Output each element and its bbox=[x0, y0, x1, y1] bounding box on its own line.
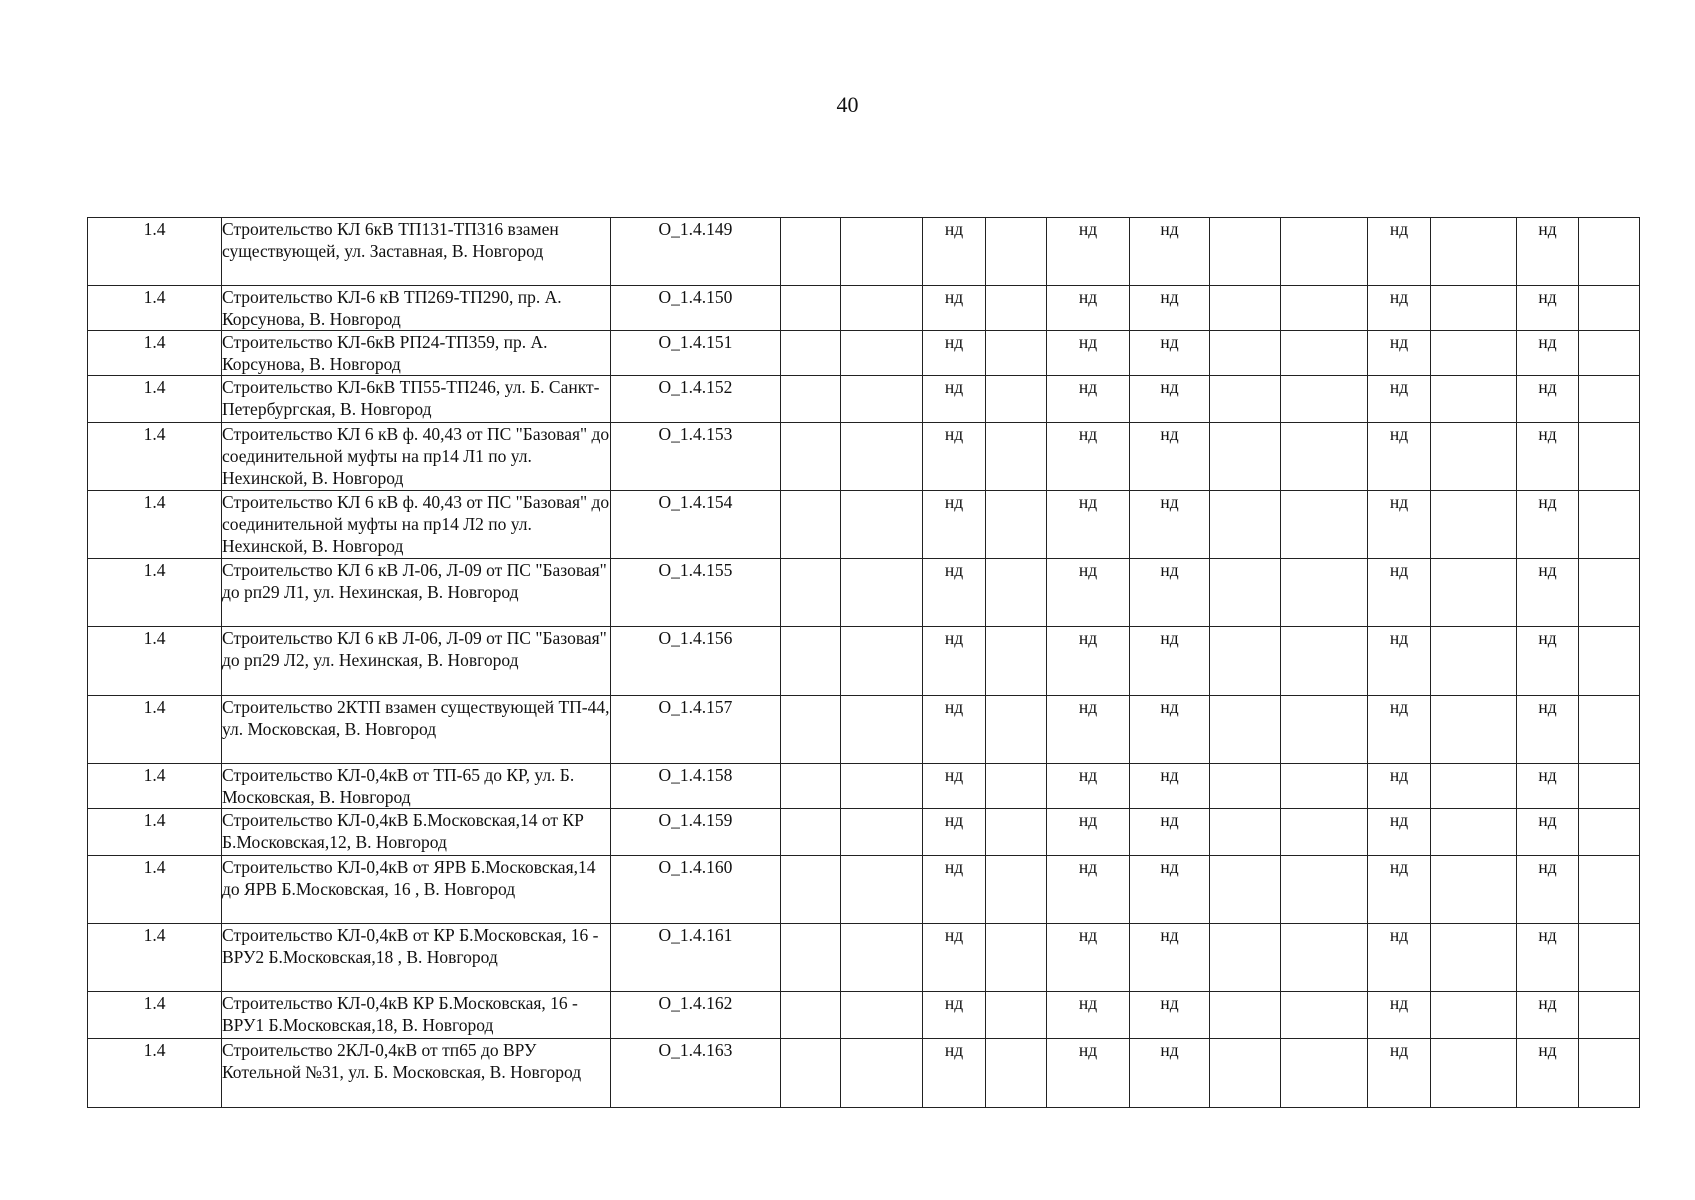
empty-cell bbox=[781, 286, 841, 331]
row-code: О_1.4.158 bbox=[611, 764, 781, 809]
nd-cell: нд bbox=[923, 1039, 986, 1108]
table-row bbox=[88, 218, 1640, 286]
nd-cell: нд bbox=[1368, 809, 1431, 856]
empty-cell bbox=[1281, 559, 1368, 627]
row-number: 1.4 bbox=[88, 809, 222, 856]
row-description: Строительство КЛ-0,4кВ от ЯРВ Б.Московская,14 до ЯРВ Б.Московская, 16 , В. Новгород bbox=[222, 856, 611, 924]
empty-cell bbox=[1579, 286, 1640, 331]
nd-cell: нд bbox=[923, 764, 986, 809]
empty-cell bbox=[986, 218, 1047, 286]
empty-cell bbox=[1431, 992, 1517, 1039]
row-description: Строительство КЛ-6кВ ТП55-ТП246, ул. Б. Санкт-Петербургская, В. Новгород bbox=[222, 376, 611, 423]
empty-cell bbox=[1210, 286, 1281, 331]
row-description: Строительство 2КТП взамен существующей ТП-44, ул. Московская, В. Новгород bbox=[222, 696, 611, 764]
empty-cell bbox=[1210, 856, 1281, 924]
nd-cell: нд bbox=[1130, 764, 1210, 809]
table-row bbox=[88, 286, 1640, 331]
row-code: О_1.4.152 bbox=[611, 376, 781, 423]
nd-cell: нд bbox=[1517, 376, 1579, 423]
table-row bbox=[88, 331, 1640, 376]
empty-cell bbox=[1281, 491, 1368, 559]
row-code: О_1.4.160 bbox=[611, 856, 781, 924]
nd-cell: нд bbox=[1130, 286, 1210, 331]
nd-cell: нд bbox=[923, 331, 986, 376]
investment-table bbox=[87, 217, 1640, 1108]
nd-cell: нд bbox=[923, 627, 986, 696]
empty-cell bbox=[986, 992, 1047, 1039]
row-code: О_1.4.162 bbox=[611, 992, 781, 1039]
nd-cell: нд bbox=[1517, 696, 1579, 764]
row-number: 1.4 bbox=[88, 764, 222, 809]
empty-cell bbox=[1281, 331, 1368, 376]
empty-cell bbox=[1281, 764, 1368, 809]
empty-cell bbox=[781, 856, 841, 924]
nd-cell: нд bbox=[1047, 992, 1130, 1039]
nd-cell: нд bbox=[1047, 218, 1130, 286]
empty-cell bbox=[841, 559, 923, 627]
empty-cell bbox=[1281, 809, 1368, 856]
nd-cell: нд bbox=[1368, 764, 1431, 809]
nd-cell: нд bbox=[1517, 809, 1579, 856]
row-number: 1.4 bbox=[88, 376, 222, 423]
empty-cell bbox=[781, 627, 841, 696]
nd-cell: нд bbox=[923, 376, 986, 423]
row-number: 1.4 bbox=[88, 856, 222, 924]
empty-cell bbox=[841, 856, 923, 924]
empty-cell bbox=[1281, 856, 1368, 924]
empty-cell bbox=[1431, 924, 1517, 992]
empty-cell bbox=[1281, 1039, 1368, 1108]
nd-cell: нд bbox=[1047, 331, 1130, 376]
nd-cell: нд bbox=[923, 423, 986, 491]
table-row bbox=[88, 764, 1640, 809]
row-description: Строительство КЛ 6 кВ Л-06, Л-09 от ПС "Базовая" до рп29 Л1, ул. Нехинская, В. Новгород bbox=[222, 559, 611, 627]
nd-cell: нд bbox=[1047, 856, 1130, 924]
empty-cell bbox=[1431, 491, 1517, 559]
empty-cell bbox=[841, 764, 923, 809]
empty-cell bbox=[1210, 218, 1281, 286]
row-number: 1.4 bbox=[88, 992, 222, 1039]
row-number: 1.4 bbox=[88, 1039, 222, 1108]
empty-cell bbox=[1431, 559, 1517, 627]
empty-cell bbox=[986, 809, 1047, 856]
table-row bbox=[88, 696, 1640, 764]
empty-cell bbox=[1431, 764, 1517, 809]
row-number: 1.4 bbox=[88, 331, 222, 376]
empty-cell bbox=[1431, 218, 1517, 286]
empty-cell bbox=[1579, 1039, 1640, 1108]
row-code: О_1.4.161 bbox=[611, 924, 781, 992]
nd-cell: нд bbox=[1130, 331, 1210, 376]
nd-cell: нд bbox=[1368, 992, 1431, 1039]
nd-cell: нд bbox=[1368, 627, 1431, 696]
row-description: Строительство КЛ-6кВ РП24-ТП359, пр. А. Корсунова, В. Новгород bbox=[222, 331, 611, 376]
empty-cell bbox=[1579, 764, 1640, 809]
empty-cell bbox=[841, 809, 923, 856]
empty-cell bbox=[1281, 286, 1368, 331]
row-code: О_1.4.153 bbox=[611, 423, 781, 491]
nd-cell: нд bbox=[1368, 286, 1431, 331]
empty-cell bbox=[1210, 423, 1281, 491]
empty-cell bbox=[841, 218, 923, 286]
empty-cell bbox=[1431, 696, 1517, 764]
empty-cell bbox=[1431, 423, 1517, 491]
row-number: 1.4 bbox=[88, 491, 222, 559]
table-row bbox=[88, 924, 1640, 992]
nd-cell: нд bbox=[1517, 627, 1579, 696]
empty-cell bbox=[1210, 809, 1281, 856]
empty-cell bbox=[1210, 627, 1281, 696]
nd-cell: нд bbox=[1130, 696, 1210, 764]
empty-cell bbox=[1579, 992, 1640, 1039]
empty-cell bbox=[1210, 331, 1281, 376]
nd-cell: нд bbox=[1130, 627, 1210, 696]
empty-cell bbox=[986, 423, 1047, 491]
row-description: Строительство КЛ-0,4кВ от ТП-65 до КР, ул. Б. Московская, В. Новгород bbox=[222, 764, 611, 809]
empty-cell bbox=[1579, 924, 1640, 992]
nd-cell: нд bbox=[1368, 924, 1431, 992]
row-number: 1.4 bbox=[88, 423, 222, 491]
empty-cell bbox=[986, 924, 1047, 992]
row-description: Строительство 2КЛ-0,4кВ от тп65 до ВРУ Котельной №31, ул. Б. Московская, В. Новгород bbox=[222, 1039, 611, 1108]
row-description: Строительство КЛ-0,4кВ от КР Б.Московская, 16 - ВРУ2 Б.Московская,18 , В. Новгород bbox=[222, 924, 611, 992]
nd-cell: нд bbox=[923, 992, 986, 1039]
empty-cell bbox=[986, 376, 1047, 423]
empty-cell bbox=[1579, 809, 1640, 856]
empty-cell bbox=[781, 992, 841, 1039]
row-code: О_1.4.156 bbox=[611, 627, 781, 696]
nd-cell: нд bbox=[1368, 696, 1431, 764]
row-description: Строительство КЛ 6 кВ ф. 40,43 от ПС "Базовая" до соединительной муфты на пр14 Л1 по ул. Нехинской, В. Новгород bbox=[222, 423, 611, 491]
empty-cell bbox=[1431, 856, 1517, 924]
empty-cell bbox=[1579, 423, 1640, 491]
nd-cell: нд bbox=[1047, 924, 1130, 992]
row-description: Строительство КЛ 6кВ ТП131-ТП316 взамен существующей, ул. Заставная, В. Новгород bbox=[222, 218, 611, 286]
nd-cell: нд bbox=[1517, 218, 1579, 286]
empty-cell bbox=[1210, 992, 1281, 1039]
nd-cell: нд bbox=[1368, 376, 1431, 423]
nd-cell: нд bbox=[1047, 559, 1130, 627]
empty-cell bbox=[1431, 331, 1517, 376]
row-number: 1.4 bbox=[88, 286, 222, 331]
table-row bbox=[88, 992, 1640, 1039]
empty-cell bbox=[986, 856, 1047, 924]
empty-cell bbox=[1210, 696, 1281, 764]
nd-cell: нд bbox=[1130, 423, 1210, 491]
empty-cell bbox=[1210, 764, 1281, 809]
table-body bbox=[88, 218, 1640, 1108]
empty-cell bbox=[1579, 696, 1640, 764]
nd-cell: нд bbox=[1047, 491, 1130, 559]
nd-cell: нд bbox=[1130, 559, 1210, 627]
empty-cell bbox=[1210, 559, 1281, 627]
empty-cell bbox=[1210, 1039, 1281, 1108]
empty-cell bbox=[1210, 491, 1281, 559]
row-description: Строительство КЛ 6 кВ ф. 40,43 от ПС "Базовая" до соединительной муфты на пр14 Л2 по ул. Нехинской, В. Новгород bbox=[222, 491, 611, 559]
table-row bbox=[88, 423, 1640, 491]
empty-cell bbox=[1210, 376, 1281, 423]
nd-cell: нд bbox=[1047, 376, 1130, 423]
nd-cell: нд bbox=[1517, 992, 1579, 1039]
empty-cell bbox=[1281, 992, 1368, 1039]
nd-cell: нд bbox=[1130, 992, 1210, 1039]
nd-cell: нд bbox=[1130, 924, 1210, 992]
empty-cell bbox=[781, 491, 841, 559]
row-description: Строительство КЛ-0,4кВ Б.Московская,14 от КР Б.Московская,12, В. Новгород bbox=[222, 809, 611, 856]
nd-cell: нд bbox=[1368, 559, 1431, 627]
empty-cell bbox=[986, 559, 1047, 627]
row-number: 1.4 bbox=[88, 696, 222, 764]
empty-cell bbox=[1210, 924, 1281, 992]
empty-cell bbox=[1281, 423, 1368, 491]
empty-cell bbox=[986, 764, 1047, 809]
nd-cell: нд bbox=[1130, 856, 1210, 924]
nd-cell: нд bbox=[923, 491, 986, 559]
nd-cell: нд bbox=[923, 286, 986, 331]
empty-cell bbox=[1431, 376, 1517, 423]
nd-cell: нд bbox=[1130, 376, 1210, 423]
row-code: О_1.4.159 bbox=[611, 809, 781, 856]
nd-cell: нд bbox=[1517, 924, 1579, 992]
nd-cell: нд bbox=[1047, 764, 1130, 809]
nd-cell: нд bbox=[1047, 809, 1130, 856]
row-description: Строительство КЛ-6 кВ ТП269-ТП290, пр. А. Корсунова, В. Новгород bbox=[222, 286, 611, 331]
empty-cell bbox=[1431, 286, 1517, 331]
row-number: 1.4 bbox=[88, 627, 222, 696]
empty-cell bbox=[1431, 627, 1517, 696]
nd-cell: нд bbox=[1130, 1039, 1210, 1108]
empty-cell bbox=[781, 809, 841, 856]
empty-cell bbox=[841, 992, 923, 1039]
row-number: 1.4 bbox=[88, 924, 222, 992]
nd-cell: нд bbox=[1368, 1039, 1431, 1108]
nd-cell: нд bbox=[1517, 331, 1579, 376]
nd-cell: нд bbox=[1517, 1039, 1579, 1108]
nd-cell: нд bbox=[1517, 559, 1579, 627]
empty-cell bbox=[781, 331, 841, 376]
nd-cell: нд bbox=[923, 218, 986, 286]
empty-cell bbox=[781, 1039, 841, 1108]
empty-cell bbox=[841, 1039, 923, 1108]
row-code: О_1.4.154 bbox=[611, 491, 781, 559]
nd-cell: нд bbox=[1368, 856, 1431, 924]
row-number: 1.4 bbox=[88, 218, 222, 286]
nd-cell: нд bbox=[1368, 218, 1431, 286]
empty-cell bbox=[1281, 376, 1368, 423]
row-description: Строительство КЛ-0,4кВ КР Б.Московская, 16 - ВРУ1 Б.Московская,18, В. Новгород bbox=[222, 992, 611, 1039]
empty-cell bbox=[986, 286, 1047, 331]
nd-cell: нд bbox=[1517, 286, 1579, 331]
nd-cell: нд bbox=[1130, 491, 1210, 559]
empty-cell bbox=[781, 376, 841, 423]
row-code: О_1.4.163 bbox=[611, 1039, 781, 1108]
empty-cell bbox=[841, 286, 923, 331]
empty-cell bbox=[1281, 218, 1368, 286]
nd-cell: нд bbox=[1130, 218, 1210, 286]
table-row bbox=[88, 376, 1640, 423]
row-code: О_1.4.155 bbox=[611, 559, 781, 627]
nd-cell: нд bbox=[923, 696, 986, 764]
empty-cell bbox=[781, 218, 841, 286]
nd-cell: нд bbox=[1047, 696, 1130, 764]
row-code: О_1.4.150 bbox=[611, 286, 781, 331]
empty-cell bbox=[986, 696, 1047, 764]
nd-cell: нд bbox=[1047, 1039, 1130, 1108]
row-code: О_1.4.157 bbox=[611, 696, 781, 764]
empty-cell bbox=[986, 627, 1047, 696]
nd-cell: нд bbox=[923, 559, 986, 627]
empty-cell bbox=[841, 696, 923, 764]
empty-cell bbox=[986, 331, 1047, 376]
nd-cell: нд bbox=[923, 809, 986, 856]
row-number: 1.4 bbox=[88, 559, 222, 627]
empty-cell bbox=[781, 924, 841, 992]
page-number: 40 bbox=[836, 92, 859, 117]
table-row bbox=[88, 1039, 1640, 1108]
empty-cell bbox=[1579, 559, 1640, 627]
nd-cell: нд bbox=[923, 924, 986, 992]
empty-cell bbox=[1579, 856, 1640, 924]
empty-cell bbox=[1579, 491, 1640, 559]
table-row bbox=[88, 627, 1640, 696]
empty-cell bbox=[1281, 696, 1368, 764]
empty-cell bbox=[841, 331, 923, 376]
table-row bbox=[88, 809, 1640, 856]
empty-cell bbox=[841, 491, 923, 559]
empty-cell bbox=[841, 376, 923, 423]
empty-cell bbox=[1281, 924, 1368, 992]
empty-cell bbox=[781, 764, 841, 809]
nd-cell: нд bbox=[1517, 764, 1579, 809]
table-row bbox=[88, 559, 1640, 627]
empty-cell bbox=[841, 423, 923, 491]
empty-cell bbox=[1431, 809, 1517, 856]
row-code: О_1.4.151 bbox=[611, 331, 781, 376]
nd-cell: нд bbox=[1517, 423, 1579, 491]
nd-cell: нд bbox=[1047, 423, 1130, 491]
nd-cell: нд bbox=[1047, 627, 1130, 696]
nd-cell: нд bbox=[1130, 809, 1210, 856]
nd-cell: нд bbox=[1047, 286, 1130, 331]
nd-cell: нд bbox=[1368, 423, 1431, 491]
nd-cell: нд bbox=[923, 856, 986, 924]
empty-cell bbox=[1579, 376, 1640, 423]
nd-cell: нд bbox=[1517, 491, 1579, 559]
empty-cell bbox=[1579, 218, 1640, 286]
empty-cell bbox=[986, 1039, 1047, 1108]
empty-cell bbox=[781, 559, 841, 627]
empty-cell bbox=[986, 491, 1047, 559]
empty-cell bbox=[1431, 1039, 1517, 1108]
empty-cell bbox=[781, 696, 841, 764]
empty-cell bbox=[841, 627, 923, 696]
empty-cell bbox=[781, 423, 841, 491]
nd-cell: нд bbox=[1368, 491, 1431, 559]
nd-cell: нд bbox=[1368, 331, 1431, 376]
row-description: Строительство КЛ 6 кВ Л-06, Л-09 от ПС "Базовая" до рп29 Л2, ул. Нехинская, В. Новгород bbox=[222, 627, 611, 696]
row-code: О_1.4.149 bbox=[611, 218, 781, 286]
nd-cell: нд bbox=[1517, 856, 1579, 924]
table-row bbox=[88, 856, 1640, 924]
empty-cell bbox=[1579, 627, 1640, 696]
empty-cell bbox=[1579, 331, 1640, 376]
empty-cell bbox=[841, 924, 923, 992]
table-row bbox=[88, 491, 1640, 559]
empty-cell bbox=[1281, 627, 1368, 696]
